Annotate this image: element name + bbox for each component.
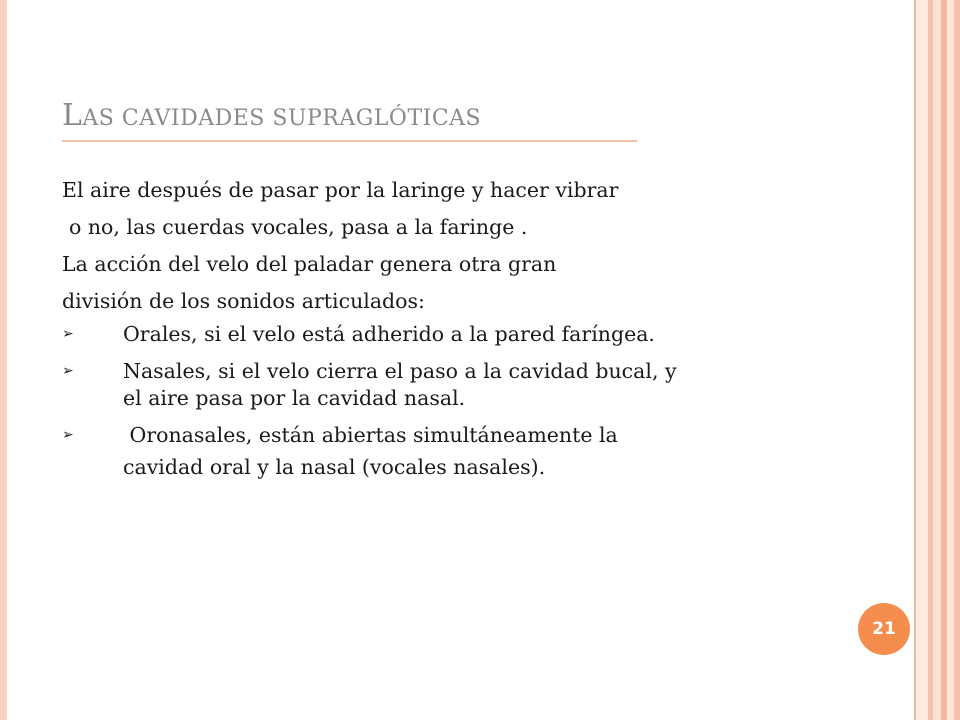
bullet-text-continuation: el aire pasa por la cavidad nasal. xyxy=(123,386,466,410)
bullet-item-orales xyxy=(62,321,832,348)
left-border xyxy=(0,0,7,720)
arrow-bullet-icon: ➢ xyxy=(62,427,74,443)
page-number-badge: 21 xyxy=(858,603,910,655)
arrow-bullet-icon: ➢ xyxy=(62,326,74,342)
paragraph-line: o no, las cuerdas vocales, pasa a la faringe . xyxy=(69,215,528,239)
bullet-item-nasales xyxy=(62,358,832,412)
bullet-text: Orales, si el velo está adherido a la pared faríngea. xyxy=(123,322,655,346)
slide-title xyxy=(62,98,481,133)
bullet-text-continuation: cavidad oral y la nasal (vocales nasales). xyxy=(123,455,546,479)
arrow-bullet-icon: ➢ xyxy=(62,363,74,379)
slide-body xyxy=(62,172,832,486)
bullet-text: Oronasales, están abiertas simultáneamente la xyxy=(123,423,618,447)
title-underline xyxy=(62,140,637,142)
bullet-text: Nasales, si el velo cierra el paso a la cavidad bucal, y xyxy=(123,359,677,383)
paragraph-line: La acción del velo del paladar genera otra gran xyxy=(62,252,557,276)
title-rest: AS CAVIDADES SUPRAGLÓTICAS xyxy=(82,106,482,131)
right-decorative-stripes xyxy=(914,0,960,720)
paragraph-line: El aire después de pasar por la laringe y hacer vibrar xyxy=(62,178,619,202)
paragraph-line: división de los sonidos articulados: xyxy=(62,289,425,313)
title-initial: L xyxy=(62,98,83,133)
bullet-item-oronasales xyxy=(62,422,832,486)
